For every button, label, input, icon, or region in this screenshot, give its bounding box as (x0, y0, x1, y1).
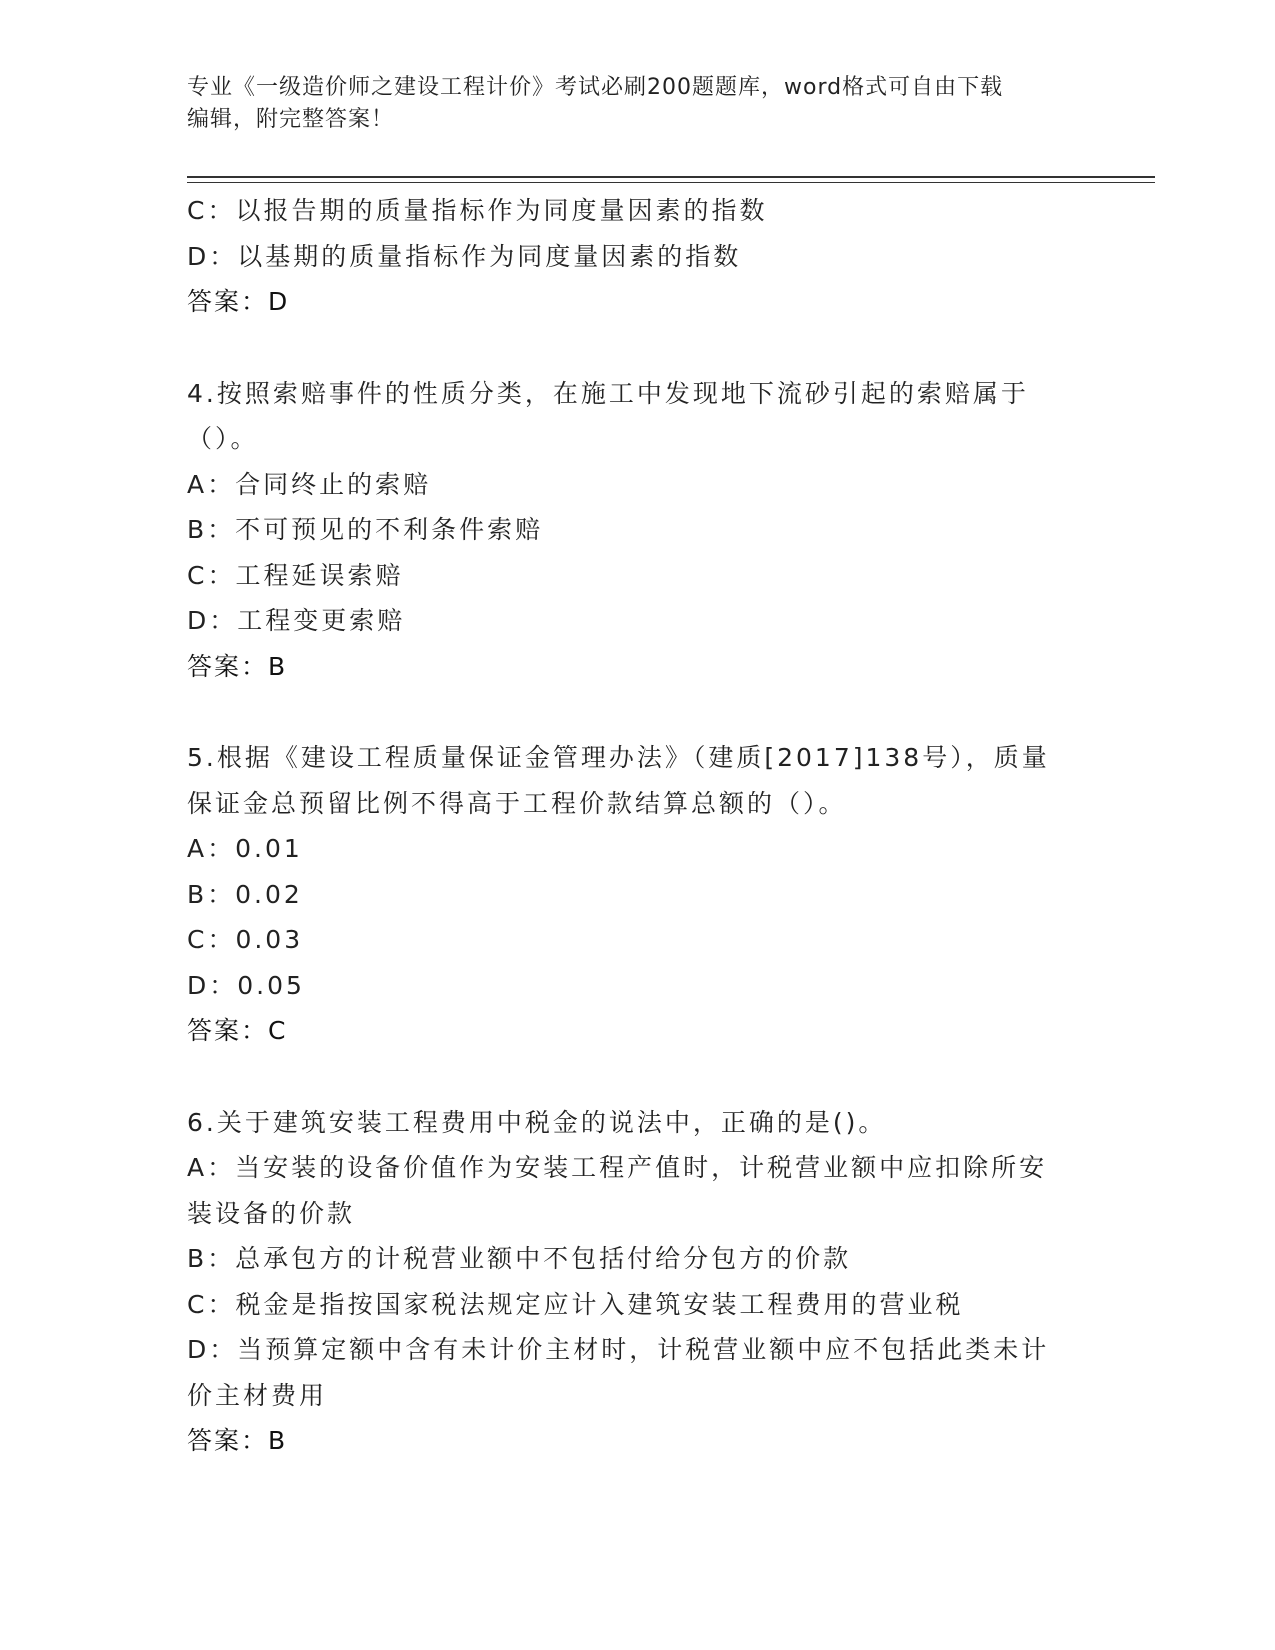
q3-answer: 答案：D (187, 287, 290, 316)
q5-answer: 答案：C (187, 1016, 288, 1045)
q5-stem-line-2: 保证金总预留比例不得高于工程价款结算总额的（）。 (187, 788, 847, 818)
q5-option-c: C：0.03 (187, 925, 304, 954)
q4-option-d: D：工程变更索赔 (187, 606, 406, 635)
q4-answer: 答案：B (187, 651, 288, 681)
q4-option-c: C：工程延误索赔 (187, 560, 404, 590)
question-3 (187, 188, 1087, 325)
spacer (187, 1054, 1087, 1100)
question-4 (187, 371, 1087, 690)
document-header (187, 72, 1087, 136)
q6-option-d-line-2: 价主材费用 (187, 1380, 328, 1410)
q6-stem: 6.关于建筑安装工程费用中税金的说法中，正确的是()。 (187, 1107, 887, 1137)
spacer (187, 689, 1087, 735)
q5-option-a: A：0.01 (187, 834, 303, 863)
q4-stem-line-1: 4.按照索赔事件的性质分类，在施工中发现地下流砂引起的索赔属于 (187, 378, 1029, 408)
question-6 (187, 1100, 1087, 1464)
question-5 (187, 735, 1087, 1054)
q5-stem-line-1: 5.根据《建设工程质量保证金管理办法》（建质[2017]138号），质量 (187, 743, 1050, 772)
spacer (187, 325, 1087, 371)
q3-option-d: D：以基期的质量指标作为同度量因素的指数 (187, 241, 742, 271)
header-line-1: 专业《一级造价师之建设工程计价》考试必刷200题题库，word格式可自由下载 (187, 75, 1004, 100)
q4-option-b: B：不可预见的不利条件索赔 (187, 515, 544, 544)
q6-answer: 答案：B (187, 1426, 288, 1455)
question-list (187, 188, 1087, 1464)
q6-option-a-line-1: A：当安装的设备价值作为安装工程产值时，计税营业额中应扣除所安 (187, 1153, 1048, 1182)
q6-option-b: B：总承包方的计税营业额中不包括付给分包方的价款 (187, 1244, 852, 1273)
header-line-2: 编辑，附完整答案！ (187, 107, 395, 132)
q6-option-c: C：税金是指按国家税法规定应计入建筑安装工程费用的营业税 (187, 1289, 964, 1319)
q6-option-a-line-2: 装设备的价款 (187, 1198, 356, 1228)
q3-option-c: C：以报告期的质量指标作为同度量因素的指数 (187, 196, 768, 225)
q5-option-b: B：0.02 (187, 879, 303, 909)
header-divider-bottom (187, 182, 1155, 183)
q6-option-d-line-1: D：当预算定额中含有未计价主材时，计税营业额中应不包括此类未计 (187, 1335, 1050, 1364)
q4-option-a: A：合同终止的索赔 (187, 469, 432, 499)
header-divider-top (187, 176, 1155, 178)
q5-option-d: D：0.05 (187, 970, 305, 1000)
q4-stem-line-2: （）。 (187, 424, 259, 453)
